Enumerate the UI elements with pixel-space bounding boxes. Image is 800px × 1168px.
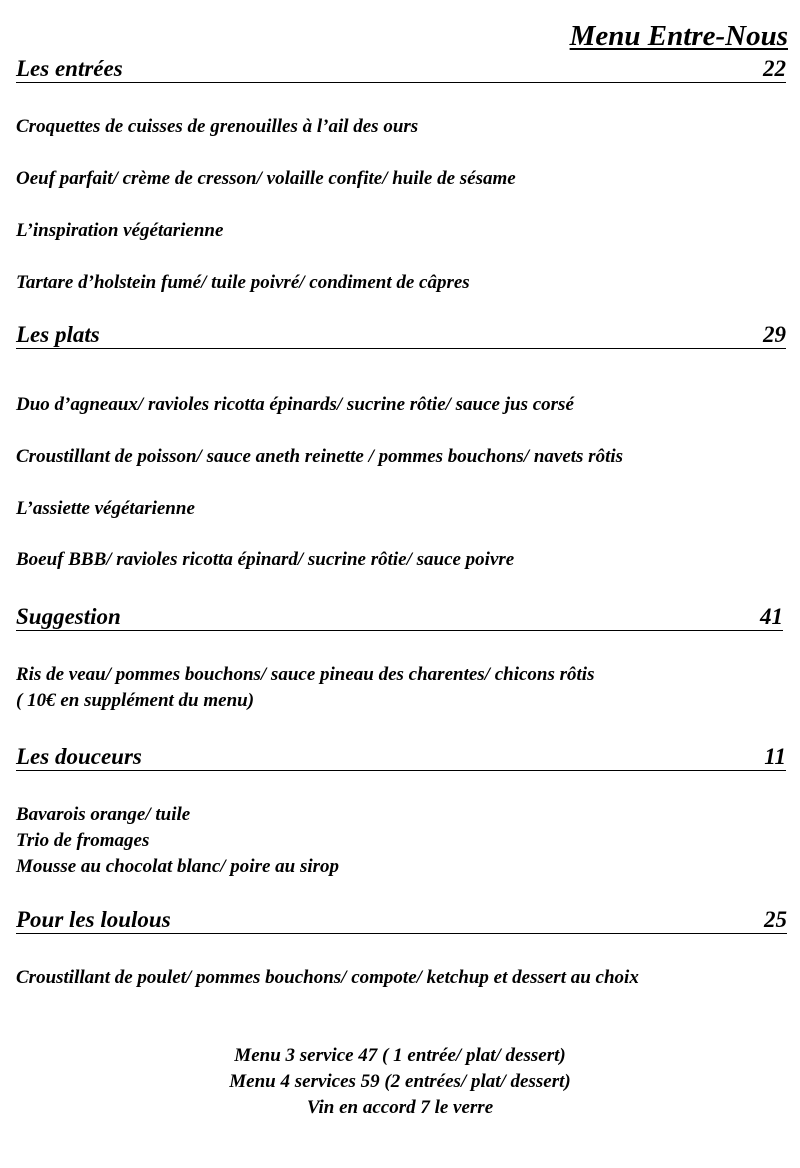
menu-title: Menu Entre-Nous — [569, 20, 788, 52]
section-name: Pour les loulous — [16, 907, 171, 932]
section-header-plats — [16, 322, 786, 349]
section-header-loulous — [16, 907, 787, 934]
section-name: Les plats — [16, 322, 100, 347]
formula-line: Menu 3 service 47 ( 1 entrée/ plat/ dessert) — [234, 1045, 566, 1066]
section-name: Les entrées — [16, 56, 123, 81]
menu-item: Duo d’agneaux/ ravioles ricotta épinards/ sucrine rôtie/ sauce jus corsé — [16, 394, 574, 415]
menu-item: L’inspiration végétarienne — [16, 220, 224, 241]
section-name: Les douceurs — [16, 744, 142, 769]
menu-formulas — [0, 1043, 800, 1121]
menu-item: Bavarois orange/ tuile — [16, 804, 191, 825]
section-price: 25 — [764, 907, 787, 932]
menu-item: Mousse au chocolat blanc/ poire au sirop — [16, 856, 340, 877]
formula-line: Vin en accord 7 le verre — [306, 1097, 494, 1118]
menu-item: L’assiette végétarienne — [16, 498, 195, 519]
section-header-douceurs — [16, 744, 786, 771]
menu-item: Oeuf parfait/ crème de cresson/ volaille confite/ huile de sésame — [16, 168, 516, 189]
section-price: 29 — [763, 322, 786, 347]
section-header-suggestion — [16, 604, 783, 631]
menu-item: Ris de veau/ pommes bouchons/ sauce pineau des charentes/ chicons rôtis — [16, 664, 595, 685]
menu-item: Croquettes de cuisses de grenouilles à l’ail des ours — [16, 116, 419, 137]
menu-item: Boeuf BBB/ ravioles ricotta épinard/ sucrine rôtie/ sauce poivre — [16, 549, 515, 570]
menu-item-note: ( 10€ en supplément du menu) — [16, 690, 255, 711]
section-price: 22 — [763, 56, 786, 81]
menu-item: Trio de fromages — [16, 830, 150, 851]
menu-item: Croustillant de poulet/ pommes bouchons/ compote/ ketchup et dessert au choix — [16, 967, 639, 988]
menu-item: Croustillant de poisson/ sauce aneth reinette / pommes bouchons/ navets rôtis — [16, 446, 624, 467]
menu-item: Tartare d’holstein fumé/ tuile poivré/ condiment de câpres — [16, 272, 470, 293]
section-name: Suggestion — [16, 604, 121, 629]
section-header-entrees — [16, 56, 786, 83]
section-price: 11 — [764, 744, 786, 769]
section-price: 41 — [760, 604, 783, 629]
formula-line: Menu 4 services 59 (2 entrées/ plat/ dessert) — [229, 1071, 571, 1092]
